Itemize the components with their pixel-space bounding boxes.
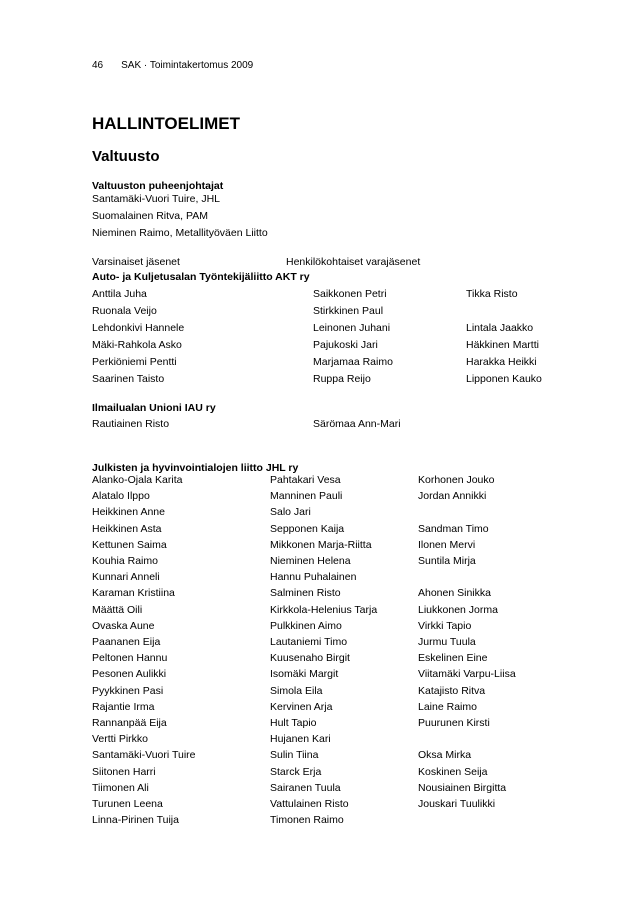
member-name: Laine Raimo	[418, 700, 477, 713]
member-name: Mikkonen Marja-Riitta	[270, 538, 372, 551]
member-name: Starck Erja	[270, 765, 322, 778]
member-name: Alatalo Ilppo	[92, 490, 150, 503]
member-name: Turunen Leena	[92, 798, 163, 810]
member-name: Pyykkinen Pasi	[92, 684, 164, 697]
member-name: Timonen Raimo	[270, 814, 344, 827]
member-name: Tiimonen Ali	[92, 781, 149, 794]
member-name: Lipponen Kauko	[466, 373, 542, 385]
member-name: Lintala Jaakko	[466, 322, 534, 334]
member-name: Lautaniemi Timo	[270, 636, 348, 648]
chair-name: Santamäki-Vuori Tuire, JHL	[92, 193, 220, 205]
member-name: Sulin Tiina	[270, 749, 319, 762]
chair-name: Suomalainen Ritva, PAM	[92, 210, 208, 222]
member-name: Sandman Timo	[418, 522, 489, 535]
member-name: Ilonen Mervi	[418, 538, 476, 551]
member-name: Oksa Mirka	[418, 749, 472, 762]
member-name: Manninen Pauli	[270, 490, 343, 503]
member-name: Rajantie Irma	[92, 700, 155, 713]
member-name: Pesonen Aulikki	[92, 668, 167, 681]
member-name: Kervinen Arja	[270, 700, 333, 713]
member-name: Ruonala Veijo	[92, 305, 157, 317]
page-title: HALLINTOELIMET	[92, 114, 240, 133]
chair-name: Nieminen Raimo, Metallityöväen Liitto	[92, 227, 268, 239]
member-name: Hannu Puhalainen	[270, 571, 357, 584]
member-name: Simola Eila	[270, 684, 323, 697]
member-name: Kunnari Anneli	[92, 571, 160, 584]
member-name: Jordan Annikki	[418, 490, 487, 503]
member-name: Salo Jari	[270, 506, 311, 519]
member-name: Isomäki Margit	[270, 668, 339, 681]
chair-heading: Valtuuston puheenjohtajat	[92, 180, 224, 192]
member-name: Mäki-Rahkola Asko	[92, 339, 182, 351]
member-name: Virkki Tapio	[418, 619, 472, 632]
member-name: Ruppa Reijo	[313, 373, 371, 385]
member-name: Paananen Eija	[92, 636, 161, 648]
member-name: Siitonen Harri	[92, 765, 156, 778]
member-name: Rautiainen Risto	[92, 418, 170, 430]
member-name: Pahtakari Vesa	[270, 474, 341, 486]
page-header	[92, 60, 253, 71]
member-name: Rannanpää Eija	[92, 717, 167, 729]
member-name: Suntila Mirja	[418, 555, 476, 567]
member-name: Saikkonen Petri	[313, 288, 387, 300]
page-number: 46	[92, 60, 104, 71]
member-name: Leinonen Juhani	[313, 322, 391, 334]
member-name: Katajisto Ritva	[418, 684, 486, 697]
member-name: Heikkinen Asta	[92, 522, 162, 535]
member-name: Pajukoski Jari	[313, 339, 378, 351]
member-name: Tikka Risto	[466, 288, 518, 300]
member-name: Nieminen Helena	[270, 555, 351, 567]
member-name: Karaman Kristiina	[92, 587, 175, 600]
member-name: Särömaa Ann-Mari	[313, 418, 401, 430]
member-name: Salminen Risto	[270, 587, 341, 600]
member-name: Häkkinen Martti	[466, 339, 539, 351]
member-name: Sepponen Kaija	[270, 522, 345, 535]
member-name: Heikkinen Anne	[92, 506, 165, 519]
member-name: Kouhia Raimo	[92, 555, 158, 567]
member-name: Kuusenaho Birgit	[270, 652, 350, 665]
jhl-heading: Julkisten ja hyvinvointialojen liitto JHL ry	[92, 462, 299, 474]
member-name: Ahonen Sinikka	[418, 587, 491, 600]
iau-heading: Ilmailualan Unioni IAU ry	[92, 402, 216, 414]
section-title: Valtuusto	[92, 148, 160, 165]
member-name: Linna-Pirinen Tuija	[92, 814, 179, 827]
member-name: Anttila Juha	[92, 288, 147, 300]
member-name: Alanko-Ojala Karita	[92, 474, 183, 486]
member-name: Perkiöniemi Pentti	[92, 356, 177, 368]
member-name: Vertti Pirkko	[92, 733, 149, 746]
member-name: Peltonen Hannu	[92, 652, 168, 665]
member-name: Hult Tapio	[270, 717, 317, 729]
member-name: Jurmu Tuula	[418, 636, 476, 648]
member-name: Puurunen Kirsti	[418, 717, 490, 729]
member-name: Liukkonen Jorma	[418, 603, 498, 616]
member-name: Marjamaa Raimo	[313, 356, 393, 368]
member-name: Viitamäki Varpu-Liisa	[418, 668, 516, 681]
members-label: Varsinaiset jäsenet	[92, 256, 180, 268]
member-name: Sairanen Tuula	[270, 781, 341, 794]
member-name: Ovaska Aune	[92, 619, 155, 632]
member-name: Stirkkinen Paul	[313, 305, 384, 317]
member-name: Eskelinen Eine	[418, 652, 488, 665]
member-name: Harakka Heikki	[466, 356, 537, 368]
member-name: Koskinen Seija	[418, 765, 488, 778]
member-name: Nousiainen Birgitta	[418, 781, 507, 794]
member-name: Lehdonkivi Hannele	[92, 322, 185, 334]
deputies-label: Henkilökohtaiset varajäsenet	[286, 256, 421, 268]
member-name: Kirkkola-Helenius Tarja	[270, 603, 378, 616]
member-name: Määttä Oili	[92, 603, 143, 616]
member-name: Santamäki-Vuori Tuire	[92, 749, 196, 762]
member-name: Hujanen Kari	[270, 733, 331, 746]
akt-heading: Auto- ja Kuljetusalan Työntekijäliitto AKT ry	[92, 271, 310, 283]
member-name: Pulkkinen Aimo	[270, 619, 342, 632]
member-name: Korhonen Jouko	[418, 474, 495, 486]
member-name: Jouskari Tuulikki	[418, 798, 496, 810]
publication-title: SAK · Toimintakertomus 2009	[121, 60, 254, 71]
member-name: Saarinen Taisto	[92, 373, 165, 385]
member-name: Kettunen Saima	[92, 538, 167, 551]
member-name: Vattulainen Risto	[270, 798, 349, 810]
